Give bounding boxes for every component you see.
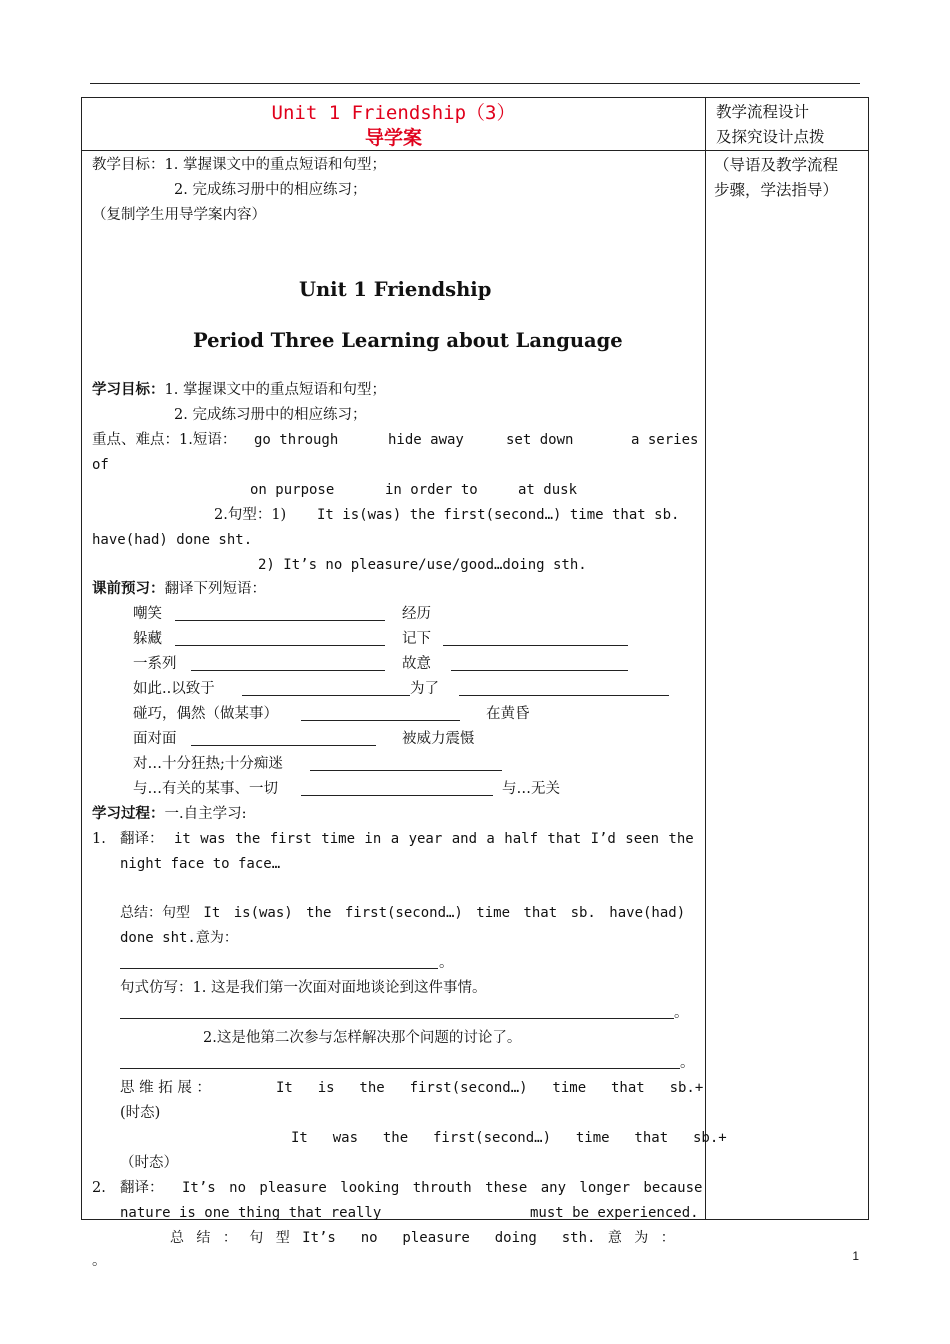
- phrase-in-order-to: in order to: [385, 482, 478, 498]
- study-goals-line1: [92, 380, 386, 400]
- period-mark: 。: [674, 1005, 689, 1021]
- extend-1: It is the first(second…) time that sb.+: [276, 1080, 704, 1096]
- summary-1b: done sht.意为：: [120, 930, 238, 946]
- period-mark: 。: [680, 1055, 695, 1071]
- answer-blank: [191, 745, 376, 746]
- preview-label: 课前预习：: [92, 580, 165, 597]
- phrase-go-through: go through: [254, 432, 339, 448]
- teaching-goals-line1: [92, 155, 386, 175]
- study-goals-label: 学习目标：: [92, 381, 165, 398]
- q2-number: 2.: [92, 1180, 106, 1196]
- summary-1a: 总结：句型 It is(was) the first(second…) time that sb. have(had): [120, 905, 686, 921]
- imitate-line: [120, 978, 486, 998]
- extend-label: 思 维 拓 展 ：: [120, 1080, 211, 1096]
- vocab-awe: 被威力震慑: [402, 731, 475, 747]
- answer-blank: [191, 670, 385, 671]
- phrase-a-series: a series: [631, 432, 699, 448]
- section-self-study: 一.自主学习:: [164, 806, 247, 822]
- side-note-line2: 步骤，学法指导）: [714, 181, 839, 199]
- vocab-in-order-to: 为了: [410, 681, 439, 697]
- sentence-2: 2) It’s no pleasure/use/good…doing sth.: [258, 557, 587, 573]
- extend-1-tense: (时态): [120, 1105, 161, 1121]
- side-note-line1: （导语及教学流程: [714, 156, 839, 174]
- phrase-on-purpose: on purpose: [250, 482, 335, 498]
- teaching-goal-2: 2. 完成练习册中的相应练习；: [174, 182, 367, 198]
- unit-heading: Unit 1 Friendship: [299, 278, 492, 301]
- answer-blank: [120, 1018, 674, 1019]
- preview-instruction: 翻译下列短语：: [164, 581, 266, 597]
- extend-2-tense: （时态）: [120, 1155, 178, 1171]
- imitate-label: 句式仿写：: [120, 980, 193, 996]
- teaching-goals-label: 教学目标：: [92, 157, 165, 173]
- vocab-ridicule: 嘲笑: [133, 606, 162, 622]
- study-goal-2: 2. 完成练习册中的相应练习；: [174, 407, 367, 423]
- header-rule: [90, 83, 860, 84]
- q2-text-b1: nature is one thing that really: [120, 1205, 382, 1221]
- sentence-label: 2.句型：1): [214, 507, 287, 523]
- vocab-hide: 躲藏: [133, 631, 162, 647]
- vocab-series: 一系列: [133, 656, 177, 672]
- vocab-so-that: 如此..以致于: [133, 681, 215, 697]
- period-heading: Period Three Learning about Language: [193, 329, 623, 352]
- answer-blank: [120, 968, 438, 969]
- process-line: [92, 804, 247, 824]
- preview-line: [92, 579, 266, 599]
- period-mark: 。: [92, 1253, 107, 1269]
- q1-text-b: night face to face…: [120, 856, 281, 872]
- phrase-of: of: [92, 457, 109, 473]
- vocab-at-dusk: 在黄昏: [486, 706, 530, 722]
- document-subtitle: 导学案: [364, 127, 422, 149]
- sentence-1b: have(had) done sht.: [92, 532, 253, 548]
- side-notes-cell: [706, 151, 869, 1220]
- q1-text-a: it was the first time in a year and a half that I’d seen the: [174, 831, 694, 847]
- q2-summary: 总 结 ： 句 型 It’s no pleasure doing sth. 意 为 ：: [170, 1230, 675, 1246]
- extend-2: It was the first(second…) time that sb.+: [291, 1130, 727, 1146]
- title-cell: [82, 98, 706, 151]
- phrase-hide-away: hide away: [388, 432, 464, 448]
- lesson-plan-table: [81, 97, 869, 1269]
- q2-text-b2: must be experienced.: [530, 1205, 699, 1221]
- answer-blank: [443, 645, 628, 646]
- answer-blank: [301, 720, 460, 721]
- document-title: Unit 1 Friendship（3）: [271, 102, 516, 124]
- study-goal-1: 1. 掌握课文中的重点短语和句型；: [164, 382, 386, 398]
- vocab-unrelated: 与…无关: [502, 781, 560, 797]
- imitate-1: 1. 这是我们第一次面对面地谈论到这件事情。: [192, 980, 487, 996]
- sentence-1a: It is(was) the first(second…) time that sb.: [317, 507, 680, 523]
- answer-blank: [459, 695, 669, 696]
- key-points-label: 重点、难点：: [92, 432, 179, 448]
- answer-blank: [310, 770, 502, 771]
- answer-blank: [120, 1068, 680, 1069]
- vocab-happen-to: 碰巧，偶然（做某事）: [133, 706, 278, 722]
- answer-blank: [242, 695, 410, 696]
- vocab-related: 与…有关的某事、一切: [133, 781, 278, 797]
- imitate-2: 2.这是他第二次参与怎样解决那个问题的讨论了。: [203, 1030, 522, 1046]
- vocab-face-to-face: 面对面: [133, 731, 177, 747]
- side-title-line1: 教学流程设计: [716, 103, 810, 121]
- q2-label: 翻译：: [120, 1180, 164, 1196]
- vocab-on-purpose: 故意: [402, 656, 431, 672]
- phrases-label: 1.短语：: [179, 432, 237, 448]
- q1-number: 1.: [92, 831, 106, 847]
- answer-blank: [175, 645, 385, 646]
- answer-blank: [175, 620, 385, 621]
- side-header-cell: [706, 98, 869, 151]
- vocab-record: 记下: [402, 631, 431, 647]
- process-label: 学习过程：: [92, 805, 165, 822]
- answer-blank: [451, 670, 628, 671]
- side-title-line2: 及探究设计点拨: [716, 128, 825, 146]
- phrase-at-dusk: at dusk: [518, 482, 578, 498]
- content-cell: [82, 151, 727, 1269]
- period-mark: 。: [439, 955, 454, 971]
- q1-label: 翻译：: [120, 831, 164, 847]
- phrase-set-down: set down: [506, 432, 574, 448]
- page-number: 1: [852, 1249, 859, 1263]
- vocab-crazy-about: 对…十分狂热;十分痴迷: [133, 756, 283, 772]
- q2-text-a: It’s no pleasure looking throuth these any longer because: [182, 1180, 703, 1196]
- key-points-line1: [92, 430, 236, 450]
- vocab-experience: 经历: [402, 606, 431, 622]
- copy-note: （复制学生用导学案内容）: [92, 207, 266, 223]
- answer-blank: [301, 795, 493, 796]
- teaching-goal-1: 1. 掌握课文中的重点短语和句型；: [164, 157, 386, 173]
